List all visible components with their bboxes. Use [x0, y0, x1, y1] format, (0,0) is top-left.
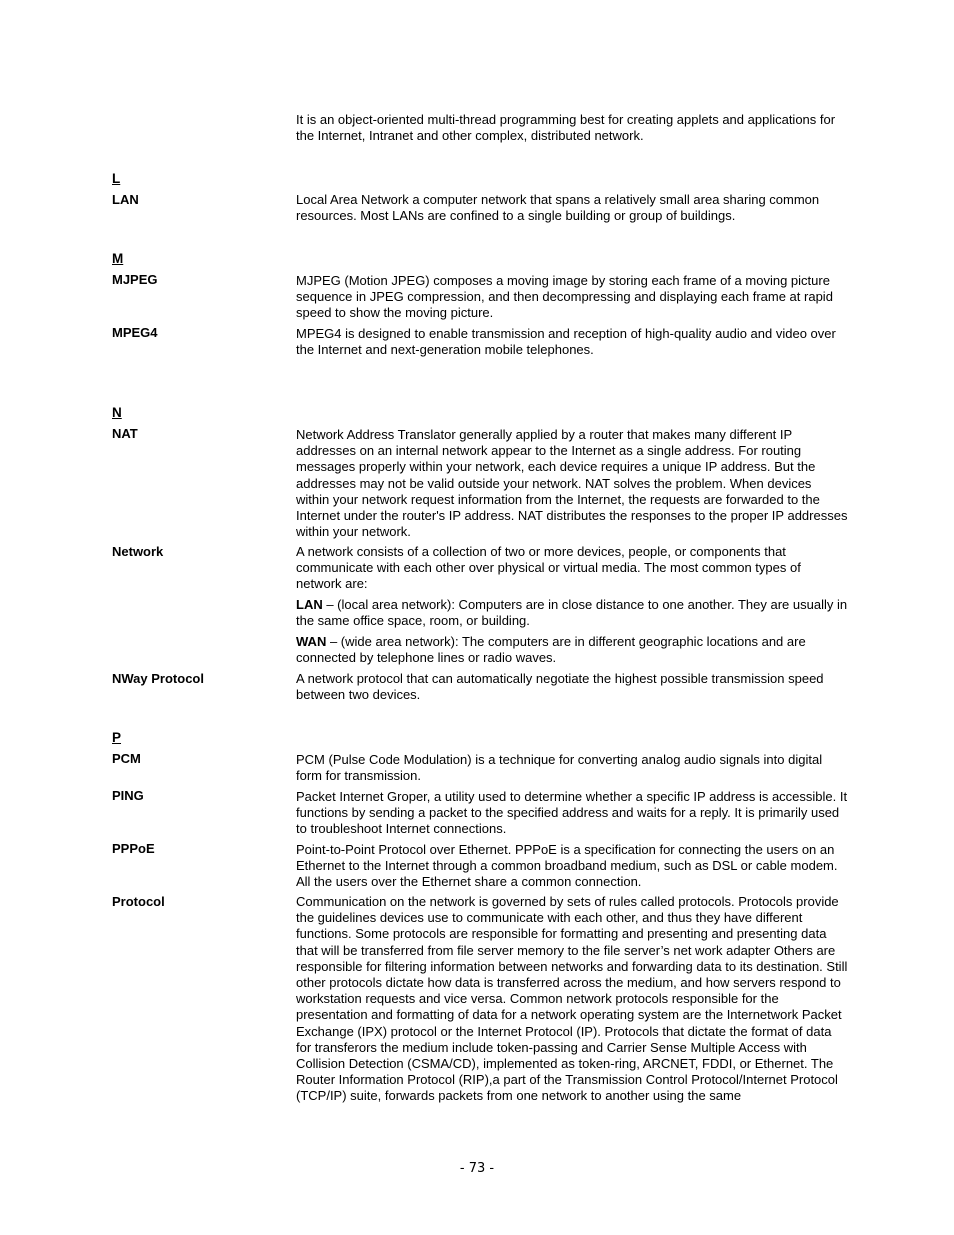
- network-wan-term: WAN: [296, 634, 327, 649]
- network-lan-text: – (local area network): Computers are in close distance to one another. They are usually in the same office space, room, or building.: [296, 597, 848, 629]
- term-pcm: PCM: [112, 751, 141, 766]
- def-protocol: Communication on the network is governed by sets of rules called protocols. Protocols provide the guidelines devices use to communicate with each other, and thus they have different functions. Some protocols are responsible for formatting and presenting and presenting data that will be transferred from file server memory to the file server’s net work adapter Others are responsible for filtering information between networks and forwarding data to its destination. Still other protocols dictate how data is transferred across the medium, and how servers respond to workstation requests and vice versa. Common network protocols responsible for the presentation and formatting of data for a network operating system are the Internetwork Packet Exchange (IPX) protocol or the Internet Protocol (IP). Protocols that dictate the format of data for transferors the medium include token-passing and Carrier Sense Multiple Access with Collision Detection (CSMA/CD), implemented as token-ring, ARCNET, FDDI, or Ethernet. The Router Information Protocol (RIP),a part of the Transmission Control Protocol/Internet Protocol (TCP/IP) suite, forwards packets from one network to another using the same: [296, 894, 848, 1104]
- section-letter-p: P: [112, 730, 122, 745]
- def-nway: A network protocol that can automatically negotiate the highest possible transmission speed between two devices.: [296, 671, 824, 703]
- page-number: - 73 -: [459, 1161, 495, 1176]
- term-network: Network: [112, 544, 164, 559]
- term-mpeg4: MPEG4: [112, 325, 158, 340]
- def-lan: Local Area Network a computer network that spans a relatively small area sharing common resources. Most LANs are confined to a single building or group of buildings.: [296, 192, 820, 224]
- term-lan: LAN: [112, 192, 139, 207]
- section-letter-m: M: [112, 251, 124, 266]
- def-nat: Network Address Translator generally applied by a router that makes many different IP addresses on an internal network appear to the Internet as a single address. For routing messages properly within your network, each device requires a unique IP address. But the addresses may not be valid outside your network. NAT solves the problem. When devices within your network request information from the Internet, the requests are forwarded to the Internet under the router's IP address. NAT distributes the responses to the proper IP addresses within your network.: [296, 427, 848, 540]
- section-letter-l: L: [112, 171, 121, 186]
- intro-text: It is an object-oriented multi-thread programming best for creating applets and applications for the Internet, Intranet and other complex, distributed network.: [296, 112, 836, 144]
- def-mpeg4: MPEG4 is designed to enable transmission and reception of high-quality audio and video over the Internet and next-generation mobile telephones.: [296, 326, 836, 358]
- def-ping: Packet Internet Groper, a utility used to determine whether a specific IP address is accessible. It functions by sending a packet to the specified address and waits for a reply. It is primarily used to troubleshoot Internet connections.: [296, 789, 848, 837]
- def-pppoe: Point-to-Point Protocol over Ethernet. PPPoE is a specification for connecting the users on an Ethernet to the Internet through a common broadband medium, such as DSL or cable modem. All the users over the Ethernet share a common connection.: [296, 842, 838, 890]
- term-pppoe: PPPoE: [112, 841, 155, 856]
- section-letter-n: N: [112, 405, 122, 420]
- term-ping: PING: [112, 788, 144, 803]
- def-network-lan: [296, 597, 848, 629]
- def-network-wan: [296, 634, 848, 666]
- def-network: A network consists of a collection of two or more devices, people, or components that communicate with each other over physical or virtual media. The most common types of network are:: [296, 544, 801, 592]
- def-pcm: PCM (Pulse Code Modulation) is a technique for converting analog audio signals into digital form for transmission.: [296, 752, 823, 784]
- term-nat: NAT: [112, 426, 138, 441]
- term-protocol: Protocol: [112, 894, 165, 909]
- def-mjpeg: MJPEG (Motion JPEG) composes a moving image by storing each frame of a moving picture sequence in JPEG compression, and then decompressing and displaying each frame at rapid speed to show the moving picture.: [296, 273, 833, 321]
- network-lan-term: LAN: [296, 597, 323, 612]
- network-wan-text: – (wide area network): The computers are in different geographic locations and are connected by telephone lines or radio waves.: [296, 634, 806, 666]
- term-mjpeg: MJPEG: [112, 272, 158, 287]
- term-nway: NWay Protocol: [112, 671, 204, 686]
